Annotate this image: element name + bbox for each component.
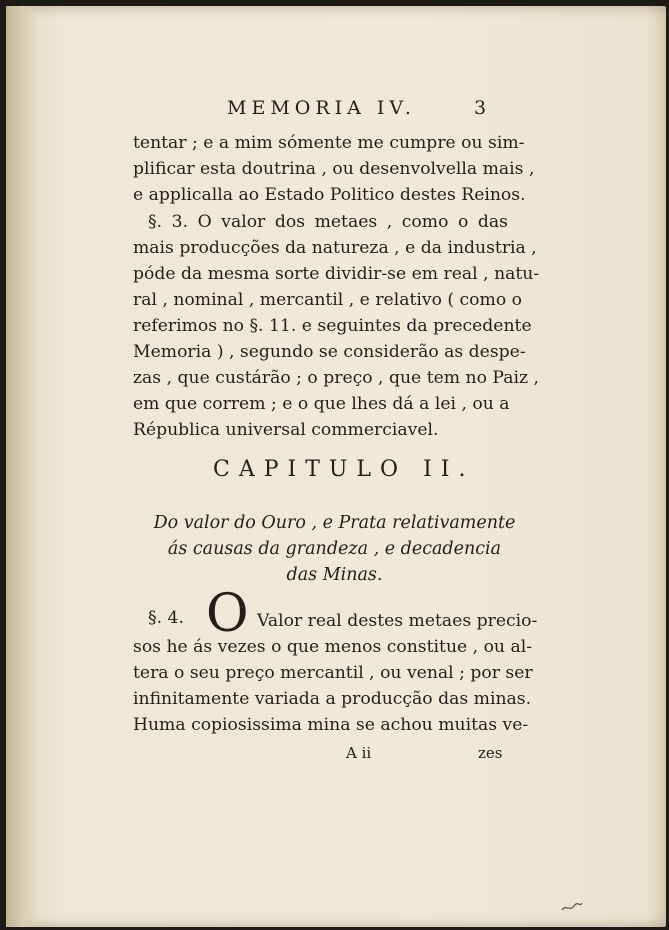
ink-stain-mark bbox=[560, 900, 584, 914]
body-line: infinitamente variada a producção das minas. bbox=[133, 689, 532, 709]
body-line: sos he ás vezes o que menos constitue , ou al- bbox=[133, 637, 533, 657]
body-line: mais producções da natureza , e da industria , bbox=[133, 238, 537, 258]
signature-mark: A ii bbox=[346, 744, 372, 762]
section-label: §. 4. bbox=[148, 608, 184, 628]
page-number: 3 bbox=[474, 97, 487, 119]
body-line: e applicalla ao Estado Politico destes Reinos. bbox=[133, 185, 526, 205]
drop-cap: O bbox=[206, 584, 249, 644]
chapter-subtitle-line: Do valor do Ouro , e Prata relativamente bbox=[153, 513, 516, 533]
chapter-subtitle-line: das Minas. bbox=[286, 565, 383, 585]
body-line: ral , nominal , mercantil , e relativo ( como o bbox=[133, 290, 522, 310]
body-line: §. 3. O valor dos metaes , como o das bbox=[148, 212, 508, 232]
body-line: Valor real destes metaes precio- bbox=[257, 611, 538, 631]
body-line: Huma copiosissima mina se achou muitas ve- bbox=[133, 715, 529, 735]
body-line: Républica universal commerciavel. bbox=[133, 420, 439, 440]
body-line: póde da mesma sorte dividir-se em real , natu- bbox=[133, 264, 540, 284]
page-gutter bbox=[6, 6, 38, 927]
body-line: tentar ; e a mim sómente me cumpre ou sim- bbox=[133, 133, 525, 153]
body-line: Memoria ) , segundo se considerão as despe- bbox=[133, 342, 526, 362]
running-title: MEMORIA IV. bbox=[227, 97, 416, 119]
body-line: referimos no §. 11. e seguintes da precedente bbox=[133, 316, 532, 336]
chapter-heading: CAPITULO II. bbox=[213, 457, 475, 482]
body-line: tera o seu preço mercantil , ou venal ; por ser bbox=[133, 663, 533, 683]
body-line: plificar esta doutrina , ou desenvolvella mais , bbox=[133, 159, 535, 179]
page-header bbox=[0, 97, 669, 127]
body-line: zas , que custárão ; o preço , que tem no Paiz , bbox=[133, 368, 539, 388]
catchword: zes bbox=[478, 744, 503, 762]
chapter-subtitle-line: ás causas da grandeza , e decadencia bbox=[167, 539, 502, 559]
body-line: em que correm ; e o que lhes dá a lei , ou a bbox=[133, 394, 510, 414]
